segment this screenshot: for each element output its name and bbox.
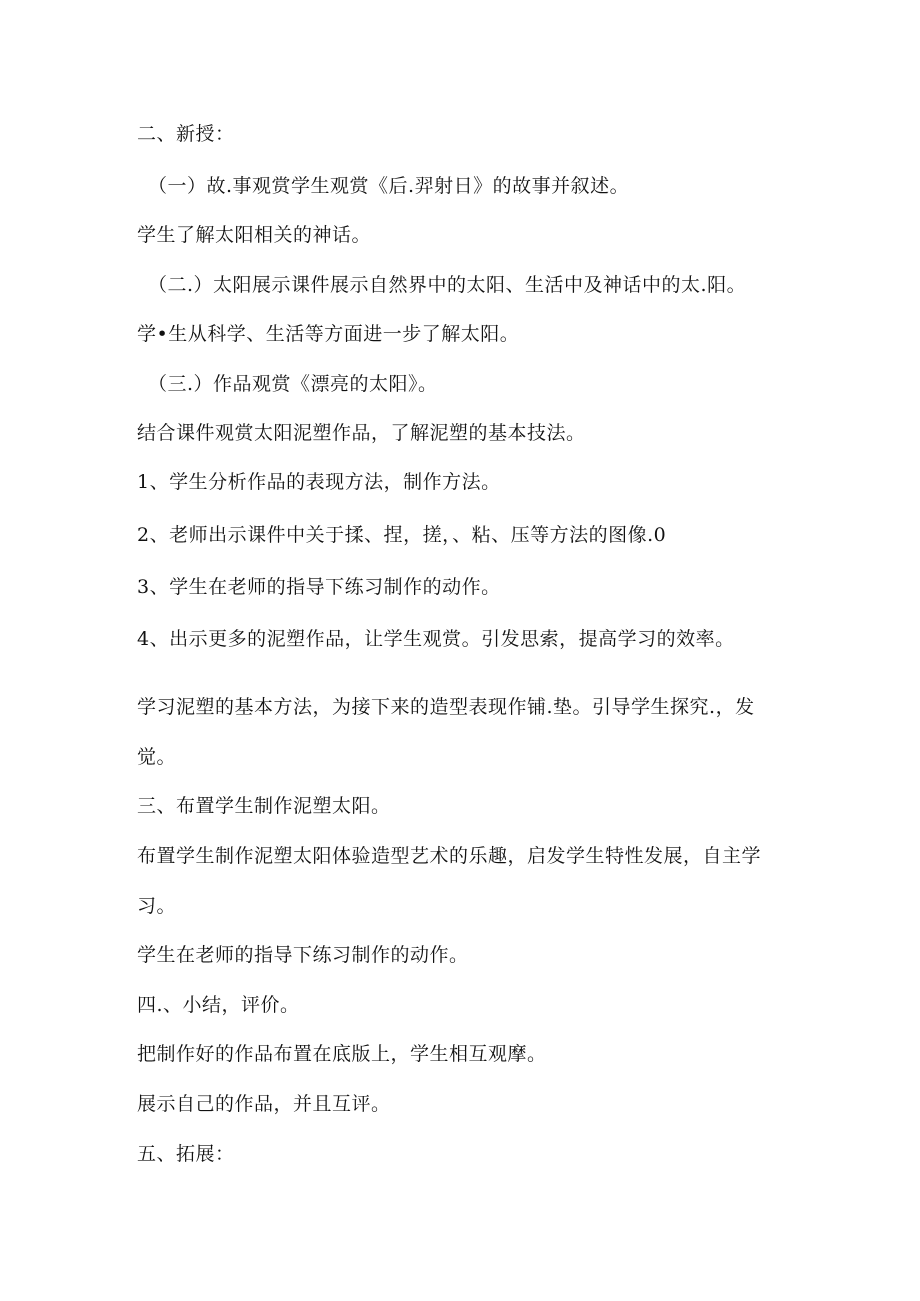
paragraph: 展示自己的作品，并且互评。 (137, 1093, 391, 1115)
paragraph: 学习泥塑的基本方法，为接下来的造型表现作铺.垫。引导学生探究.，发 (137, 696, 755, 718)
paragraph: 把制作好的作品布置在底版上，学生相互观摩。 (137, 1043, 547, 1065)
subsection-story-appreciation: （一）故.事观赏学生观赏《后.羿射日》的故事并叙述。 (148, 175, 630, 197)
section-heading-summary: 四.、小结，评价。 (137, 994, 300, 1016)
paragraph: 学生在老师的指导下练习制作的动作。 (137, 944, 469, 966)
list-item: 2、老师出示课件中关于揉、捏，搓，、粘、压等方法的图像.0 (137, 524, 667, 546)
paragraph-continuation: 习。 (137, 895, 177, 917)
section-heading-new-lesson: 二、新授： (137, 123, 235, 145)
list-item: 1、学生分析作品的表现方法，制作方法。 (137, 471, 501, 493)
paragraph-continuation: 觉。 (137, 746, 177, 768)
paragraph: 学•生从科学、生活等方面进一步了解太阳。 (137, 323, 520, 345)
section-heading-extension: 五、拓展： (137, 1143, 235, 1165)
list-item: 3、学生在老师的指导下练习制作的动作。 (137, 576, 501, 598)
paragraph: 学生了解太阳相关的神话。 (137, 224, 372, 246)
list-item: 4、出示更多的泥塑作品，让学生观赏。引发思索，提高学习的效率。 (137, 628, 735, 650)
paragraph: 结合课件观赏太阳泥塑作品，了解泥塑的基本技法。 (137, 422, 586, 444)
paragraph: 布置学生制作泥塑太阳体验造型艺术的乐趣，启发学生特性发展，自主学 (137, 845, 762, 867)
subsection-work-appreciation: （三.）作品观赏《漂亮的太阳》。 (148, 373, 438, 395)
subsection-sun-display: （二.）太阳展示课件展示自然界中的太阳、生活中及神话中的太.阳。 (148, 274, 747, 296)
section-heading-make-sun: 三、布置学生制作泥塑太阳。 (137, 795, 391, 817)
